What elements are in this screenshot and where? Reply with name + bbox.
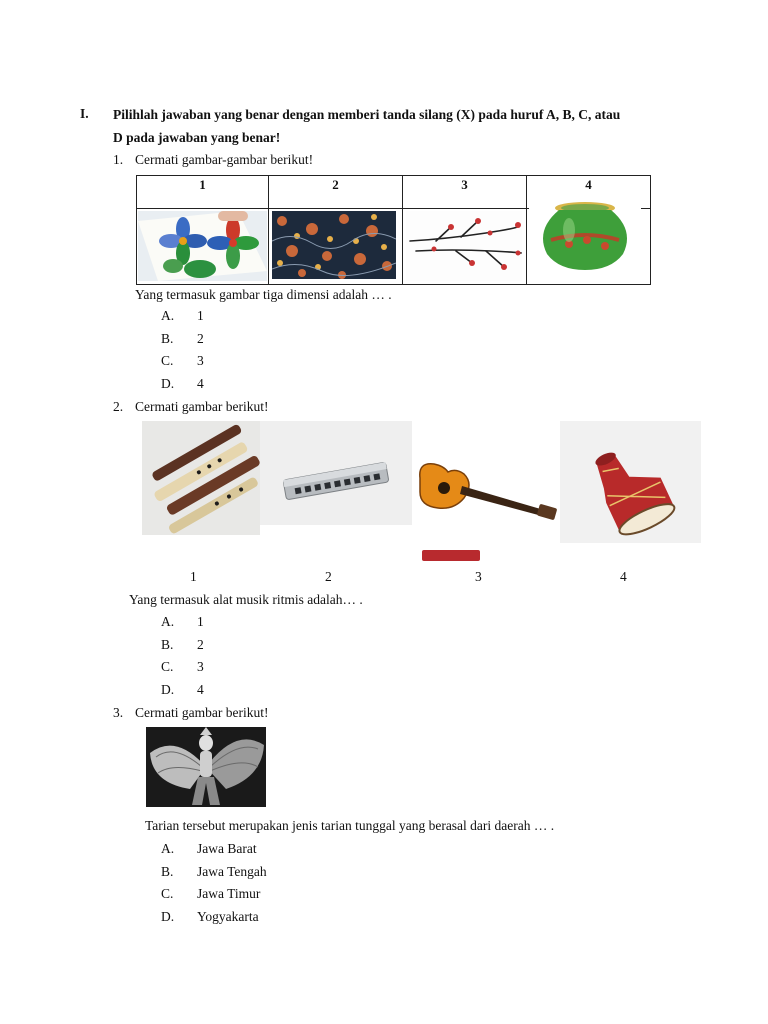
question-3-text: Tarian tersebut merupakan jenis tarian tunggal yang berasal dari daerah … . <box>145 818 555 833</box>
dancer-photo-image <box>146 727 266 807</box>
q1-option-c-letter[interactable]: C. <box>161 353 174 368</box>
question-1-text: Yang termasuk gambar tiga dimensi adalah … . <box>135 287 392 302</box>
guitar-image <box>412 448 560 528</box>
green-vase-image <box>529 200 641 272</box>
instrument-label-4: 4 <box>620 569 627 584</box>
q2-option-c-value: 3 <box>197 659 204 674</box>
table-header-1: 1 <box>136 175 269 209</box>
harmonica-image <box>260 421 412 525</box>
q3-option-b-letter[interactable]: B. <box>161 864 174 879</box>
painting-flowers-image <box>138 211 267 281</box>
q1-option-b-letter[interactable]: B. <box>161 331 174 346</box>
q1-option-c-value: 3 <box>197 353 204 368</box>
question-3-number: 3. <box>113 705 124 720</box>
batik-pattern-image <box>272 211 396 279</box>
q1-option-a-value: 1 <box>197 308 204 323</box>
question-2-prompt: Cermati gambar berikut! <box>135 399 269 414</box>
q3-option-d-value: Yogyakarta <box>197 909 259 924</box>
q2-option-d-value: 4 <box>197 682 204 697</box>
caption-label-bar <box>422 550 480 561</box>
q3-option-b-value: Jawa Tengah <box>197 864 267 879</box>
question-1-number: 1. <box>113 152 124 167</box>
q2-option-a-value: 1 <box>197 614 204 629</box>
instrument-label-1: 1 <box>190 569 197 584</box>
table-header-2: 2 <box>268 175 403 209</box>
q1-option-d-value: 4 <box>197 376 204 391</box>
q2-option-b-value: 2 <box>197 637 204 652</box>
instruction-line-1: Pilihlah jawaban yang benar dengan memberi tanda silang (X) pada huruf A, B, C, atau <box>113 107 621 122</box>
q1-option-b-value: 2 <box>197 331 204 346</box>
q3-option-c-letter[interactable]: C. <box>161 886 174 901</box>
question-1-prompt: Cermati gambar-gambar berikut! <box>135 152 314 167</box>
question-1-image-table <box>136 175 651 285</box>
q3-option-c-value: Jawa Timur <box>197 886 261 901</box>
question-3-prompt: Cermati gambar berikut! <box>135 705 269 720</box>
drum-image <box>560 421 701 543</box>
q1-option-d-letter[interactable]: D. <box>161 376 175 391</box>
q2-option-c-letter[interactable]: C. <box>161 659 174 674</box>
q3-option-a-letter[interactable]: A. <box>161 841 175 856</box>
instrument-label-3: 3 <box>475 569 482 584</box>
q1-option-a-letter[interactable]: A. <box>161 308 175 323</box>
section-number: I. <box>80 106 89 121</box>
question-2-number: 2. <box>113 399 124 414</box>
table-header-3: 3 <box>402 175 527 209</box>
recorder-flutes-image <box>142 421 260 535</box>
branch-drawing-image <box>406 211 522 281</box>
q2-option-b-letter[interactable]: B. <box>161 637 174 652</box>
table-header-4: 4 <box>526 175 651 209</box>
q2-option-a-letter[interactable]: A. <box>161 614 175 629</box>
instruction-line-2: D pada jawaban yang benar! <box>113 130 281 145</box>
instrument-label-2: 2 <box>325 569 332 584</box>
question-2-text: Yang termasuk alat musik ritmis adalah… . <box>129 592 363 607</box>
q3-option-d-letter[interactable]: D. <box>161 909 175 924</box>
q3-option-a-value: Jawa Barat <box>197 841 257 856</box>
q2-option-d-letter[interactable]: D. <box>161 682 175 697</box>
